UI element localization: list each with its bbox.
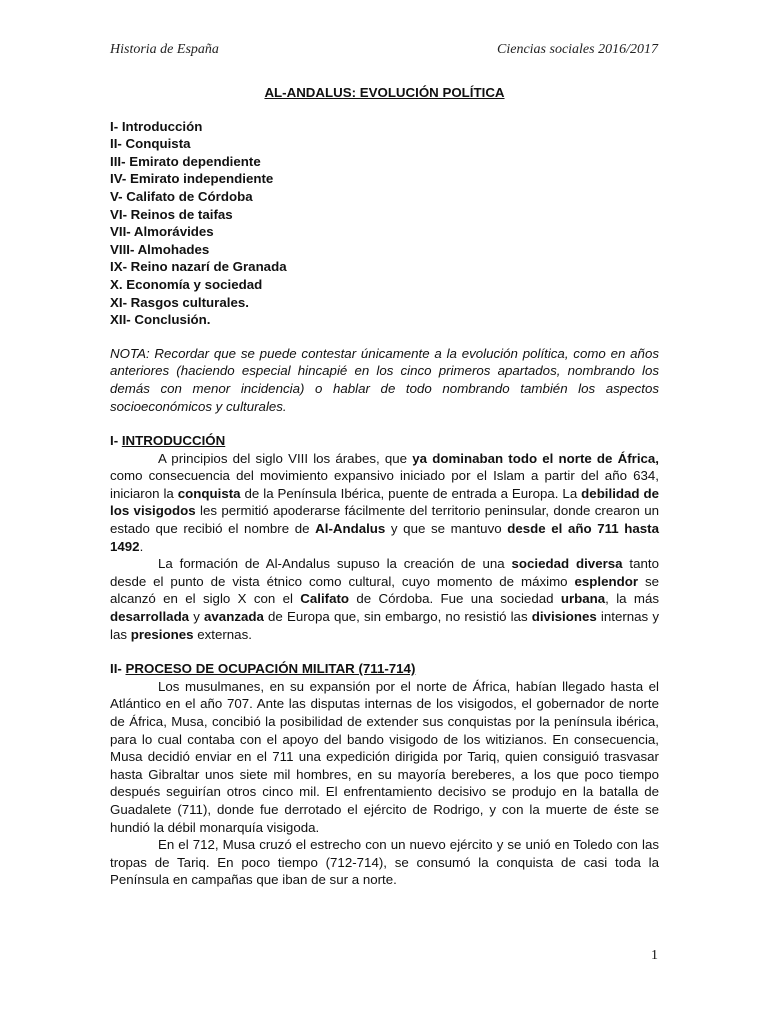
toc-item: I- Introducción (110, 118, 203, 134)
text-run: La formación de Al-Andalus supuso la creación de una (158, 556, 512, 572)
text-run: de la Península Ibérica, puente de entrada a Europa. La (240, 485, 582, 501)
text-run: de Europa que, sin embargo, no resistió las (263, 609, 532, 625)
sections-container (110, 432, 659, 889)
toc-item: X. Economía y sociedad (110, 276, 263, 292)
bold-text: debilidad de los visigodos (110, 485, 659, 519)
note-paragraph: NOTA: Recordar que se puede contestar únicamente a la evolución política, como en años anteriores (haciendo especial hincapié en los cinco primeros apartados, nombrando los demás con menor incidencia) o hablar de todo nombrando también los aspectos socioeconómicos y culturales. (110, 345, 659, 414)
text-run: Los musulmanes, en su expansión por el norte de África, habían llegado hasta el Atlántico en el año 707. Ante las disputas internas de los visigodos, el gobernador de norte de África, Musa, concibió la posibilidad de extender sus conquistas por la península ibérica, para lo cual contaba con el apoyo del bando visigodo de los witizianos. En consecuencia, Musa decidió enviar en el 711 una expedición dirigida por Tariq, quien consiguió trasvasar hasta Gibraltar unos siete mil hombres, en su mayoría bereberes, a los que poco tiempo después seguirían otros cinco mil. El enfrentamiento decisivo se produjo en la batalla de Guadalete (711), donde fue derrotado el ejército de Rodrigo, y con la muerte de éste se hundió la débil monarquía visigoda. (110, 678, 659, 835)
header-course: Ciencias sociales 2016/2017 (497, 42, 658, 57)
bold-text: sociedad diversa (511, 556, 623, 572)
text-run: A principios del siglo VIII los árabes, que (158, 450, 413, 466)
bold-text: divisiones (531, 609, 597, 625)
bold-text: esplendor (574, 573, 639, 589)
text-run: internas y las (110, 609, 659, 642)
text-run: . (139, 538, 144, 554)
section-paragraph (110, 450, 659, 556)
text-run: y (189, 609, 205, 625)
bold-text: avanzada (204, 609, 264, 625)
text-run: tanto desde el punto de vista étnico como cultural, cuyo momento de máximo (110, 556, 659, 589)
table-of-contents (110, 118, 659, 329)
bold-text: conquista (177, 485, 241, 501)
bold-text: urbana (560, 591, 606, 607)
bold-text: presiones (130, 626, 194, 642)
section-paragraph (110, 555, 659, 643)
text-run: En el 712, Musa cruzó el estrecho con un nuevo ejército y se unió en Toledo con las tropas de Tariq. En poco tiempo (712-714), se consumó la conquista de casi toda la Península en campañas que iban de sur a norte. (110, 837, 659, 888)
section-title: PROCESO DE OCUPACIÓN MILITAR (711-714) (125, 661, 416, 677)
section-paragraph (110, 836, 659, 889)
toc-item: XI- Rasgos culturales. (110, 294, 249, 310)
section-title: INTRODUCCIÓN (121, 433, 226, 449)
toc-item: V- Califato de Córdoba (110, 188, 253, 204)
section-paragraph (110, 678, 659, 836)
section-heading (110, 432, 659, 450)
toc-item: II- Conquista (110, 136, 191, 152)
toc-item: VI- Reinos de taifas (110, 206, 233, 222)
bold-text: Califato (300, 591, 350, 607)
toc-item: IX- Reino nazarí de Granada (110, 259, 287, 275)
page-body (110, 84, 659, 889)
section-heading (110, 660, 659, 678)
bold-text: desde el año 711 hasta 1492 (110, 521, 659, 554)
section-number: I- (110, 433, 122, 449)
text-run: , la más (605, 591, 659, 607)
text-run: externas. (193, 626, 252, 642)
document-title: AL-ANDALUS: EVOLUCIÓN POLÍTICA (264, 85, 505, 100)
toc-item: IV- Emirato independiente (110, 171, 274, 187)
header-subject: Historia de España (110, 42, 219, 57)
toc-item: XII- Conclusión. (110, 312, 211, 328)
toc-item: III- Emirato dependiente (110, 153, 261, 169)
section-number: II- (110, 661, 126, 677)
text-run: y que se mantuvo (385, 521, 508, 537)
text-run: de Córdoba. Fue una sociedad (349, 591, 561, 607)
bold-text: ya dominaban todo el norte de África, (412, 450, 660, 466)
toc-item: VIII- Almohades (110, 241, 210, 257)
toc-item: VII- Almorávides (110, 224, 214, 240)
bold-text: Al-Andalus (315, 521, 386, 537)
text-run: como consecuencia del movimiento expansivo iniciado por el Islam a partir del año 634, iniciaron la (110, 468, 659, 501)
text-run: se alcanzó en el siglo X con el (110, 573, 659, 607)
bold-text: desarrollada (110, 609, 190, 625)
text-run: les permitió apoderarse fácilmente del territorio peninsular, donde crearon un estado que recibió el nombre de (110, 503, 659, 537)
page-number: 1 (651, 948, 658, 963)
